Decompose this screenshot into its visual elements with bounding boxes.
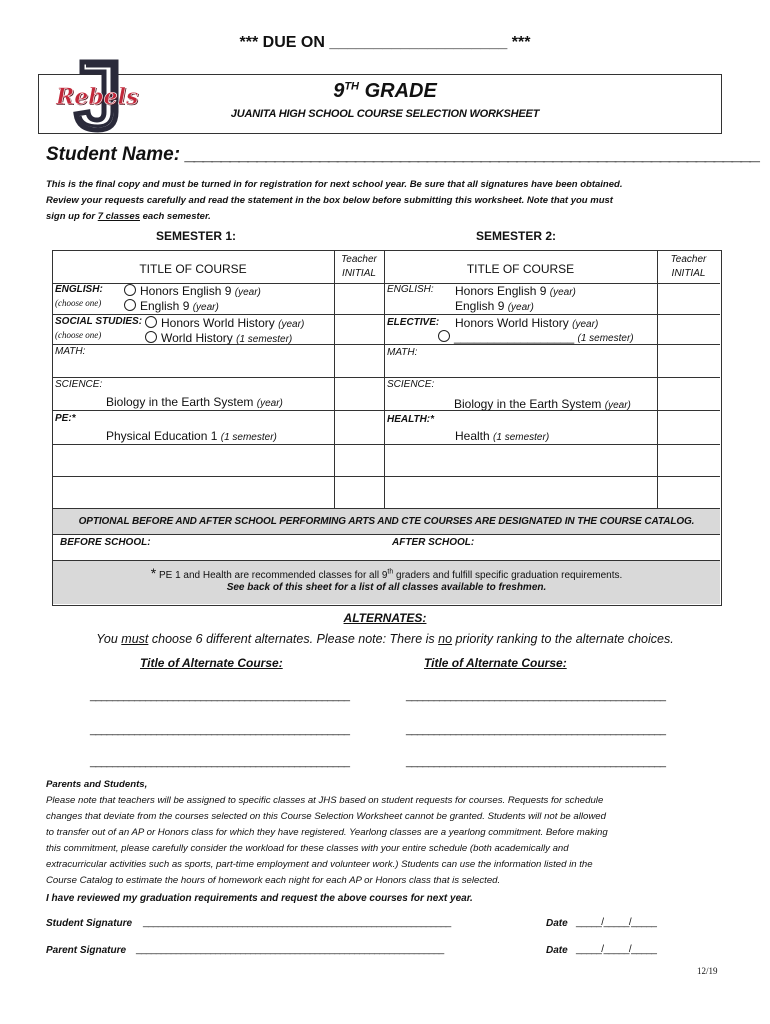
semester-2-heading: SEMESTER 2: — [476, 229, 557, 243]
sem2-honors-world-history — [455, 316, 598, 330]
parents-line-3: to transfer out of an AP or Honors class for which they have registered. Yearlong classes are a yearlong commitment. Before making — [46, 827, 608, 838]
parents-paragraph — [46, 777, 608, 889]
sem2-science-label: SCIENCE: — [387, 379, 435, 390]
sem2-health-label: HEALTH:* — [387, 414, 435, 425]
sem2-health-note: (1 semester) — [493, 432, 550, 443]
sem2-math-label: MATH: — [387, 347, 418, 358]
sem1-eng-opt2-label: English 9 — [140, 299, 190, 313]
sem1-pe-label: PE:* — [55, 413, 76, 424]
sem1-honors-english-option[interactable] — [124, 284, 261, 298]
sem1-ss-opt1-label: Honors World History — [161, 316, 275, 330]
parents-line-4: this commitment, please carefully consider the workload for these classes with your entire schedule (both academically and — [46, 843, 569, 854]
student-name-label: Student Name: — [46, 144, 181, 165]
alternate-input-4[interactable]: _______________________________________________ — [406, 724, 666, 736]
note-l1-sup: th — [387, 568, 394, 576]
student-signature-label: Student Signature — [46, 918, 133, 929]
sem2-eng-opt1-note: (year) — [549, 287, 576, 298]
sem1-eng-opt2-note: (year) — [192, 302, 219, 313]
parent-date-label: Date — [546, 945, 568, 956]
parents-line-1: Please note that teachers will be assigned to specific classes at JHS based on student requests for courses. Requests for schedule — [46, 795, 604, 806]
student-name-input[interactable]: ________________________________________________________________ — [185, 144, 760, 165]
sem1-col-teacher — [334, 253, 384, 281]
radio-icon[interactable] — [438, 330, 450, 342]
sem1-pe-course-name: Physical Education 1 — [106, 429, 218, 443]
sem2-elective-label: ELECTIVE: — [387, 317, 440, 328]
sem1-pe-course — [106, 429, 277, 443]
sem1-ss-opt2-note: (1 semester) — [236, 334, 293, 345]
student-name-row — [46, 144, 759, 166]
parent-date-input[interactable]: _____/_____/_____ — [576, 944, 657, 955]
semester-1-heading: SEMESTER 1: — [156, 229, 237, 243]
alternate-input-3[interactable]: _______________________________________________ — [90, 724, 350, 736]
due-line: *** DUE ON ____________________ *** — [239, 34, 531, 51]
alternates-col1-heading: Title of Alternate Course: — [140, 656, 283, 670]
intro-l3a: sign up for — [46, 211, 98, 222]
intro-line-3 — [46, 209, 622, 225]
grade-sup: TH — [344, 80, 359, 93]
sem1-eng-opt1-note: (year) — [234, 287, 261, 298]
sem1-math-label: MATH: — [55, 346, 86, 357]
student-date-label: Date — [546, 918, 568, 929]
sem2-teacher-word: Teacher — [670, 254, 707, 265]
sem1-social-label: SOCIAL STUDIES: — [55, 316, 143, 327]
student-date-input[interactable]: _____/_____/_____ — [576, 917, 657, 928]
reviewed-statement: I have reviewed my graduation requirements and request the above courses for next year. — [46, 893, 473, 904]
alternates-col2-heading: Title of Alternate Course: — [424, 656, 567, 670]
sem2-elec-blank-note: (1 semester) — [577, 333, 634, 344]
sem1-science-course — [106, 395, 283, 409]
sem2-elec-opt1-note: (year) — [572, 319, 599, 330]
sem2-health-course — [455, 429, 549, 443]
sem1-ss-opt1-note: (year) — [278, 319, 305, 330]
alternates-heading: ALTERNATES: — [343, 611, 427, 625]
sem1-teacher-word: Teacher — [341, 254, 377, 265]
alt-must: must — [121, 632, 149, 646]
radio-icon[interactable] — [145, 331, 157, 343]
sem2-initial-word: INITIAL — [671, 268, 706, 279]
sem1-col-title: TITLE OF COURSE — [139, 262, 247, 276]
intro-l3c: each semester. — [139, 211, 211, 222]
sem2-english-label: ENGLISH: — [387, 284, 434, 295]
optional-banner: OPTIONAL BEFORE AND AFTER SCHOOL PERFORMING ARTS AND CTE COURSES ARE DESIGNATED IN THE COURSE CATALOG. — [78, 516, 695, 527]
sem1-ss-opt2-label: World History — [161, 331, 233, 345]
sem2-elec-opt1-label: Honors World History — [455, 316, 569, 330]
intro-line-1: This is the final copy and must be turned in for registration for next school year. Be sure that all signatures have been obtained. — [46, 179, 623, 190]
sem2-science-course-name: Biology in the Earth System — [454, 397, 602, 411]
sem1-science-course-name: Biology in the Earth System — [106, 395, 254, 409]
sem2-eng-opt1-label: Honors English 9 — [455, 284, 547, 298]
alt-p3: priority ranking to the alternate choices. — [452, 632, 674, 646]
grade-word: GRADE — [364, 80, 437, 102]
sem2-col-title: TITLE OF COURSE — [466, 262, 575, 276]
note-line-1 — [53, 565, 720, 581]
sem1-science-label: SCIENCE: — [55, 379, 103, 390]
grade-title — [0, 80, 770, 103]
parents-line-2: changes that deviate from the courses selected on this Course Selection Worksheet cannot be granted. Students will not be allowed — [46, 811, 606, 822]
sem1-choose-one-1: (choose one) — [55, 298, 102, 308]
sem1-honors-world-history-option[interactable] — [145, 316, 304, 330]
form-code: 12/19 — [697, 966, 718, 976]
sem2-honors-english — [455, 284, 576, 298]
sem2-english — [455, 299, 534, 313]
radio-icon[interactable] — [145, 316, 157, 328]
intro-seven-classes: 7 classes — [97, 211, 140, 222]
sem1-pe-note: (1 semester) — [220, 432, 277, 443]
sem1-initial-word: INITIAL — [342, 268, 376, 279]
intro-line-2: Review your requests carefully and read the statement in the box below before submitting this worksheet. Note that you must — [46, 195, 613, 206]
parent-signature-input[interactable]: ______________________________________________________________ — [136, 944, 444, 955]
alternate-input-5[interactable]: _______________________________________________ — [90, 756, 350, 768]
sem1-eng-opt1-label: Honors English 9 — [140, 284, 232, 298]
parents-heading: Parents and Students, — [46, 779, 148, 790]
alt-no: no — [438, 632, 453, 646]
sem1-science-note: (year) — [256, 398, 283, 409]
parent-signature-label: Parent Signature — [46, 945, 127, 956]
note-l1b: graders and fulfill specific graduation requirements. — [393, 570, 623, 581]
sem2-health-course-name: Health — [455, 429, 490, 443]
before-school-label: BEFORE SCHOOL: — [60, 537, 151, 548]
alternate-input-6[interactable]: _______________________________________________ — [406, 756, 666, 768]
sem1-choose-one-2: (choose one) — [55, 330, 102, 340]
after-school-label: AFTER SCHOOL: — [392, 537, 475, 548]
parents-line-5: extracurricular activities such as sports, part-time employment and volunteer work.) Students can use the information listed in the — [46, 859, 593, 870]
grade-number: 9 — [333, 80, 345, 102]
sem1-world-history-option[interactable] — [145, 331, 292, 345]
radio-icon[interactable] — [124, 284, 136, 296]
logo-text: Rebels — [56, 84, 139, 110]
alt-p2: choose 6 different alternates. Please note: There is — [148, 632, 439, 646]
sem2-science-course — [454, 397, 631, 411]
alternate-input-2[interactable]: _______________________________________________ — [406, 690, 666, 702]
sem1-english-option[interactable] — [124, 299, 219, 313]
sem2-elective-blank-input[interactable]: __________________ — [454, 330, 575, 344]
alternates-instructions — [0, 632, 770, 646]
note-line-2: See back of this sheet for a list of all classes available to freshmen. — [226, 582, 547, 593]
student-signature-input[interactable]: ______________________________________________________________ — [143, 917, 451, 928]
worksheet-subtitle: JUANITA HIGH SCHOOL COURSE SELECTION WORKSHEET — [230, 108, 540, 120]
parents-line-6: Course Catalog to estimate the hours of homework each night for each AP or Honors class that is selected. — [46, 875, 501, 886]
sem1-english-label: ENGLISH: — [55, 284, 103, 295]
note-l1a: PE 1 and Health are recommended classes for all 9 — [156, 570, 388, 581]
sem2-eng-opt2-label: English 9 — [455, 299, 505, 313]
sem2-science-note: (year) — [604, 400, 631, 411]
sem2-elective-other-option[interactable] — [438, 330, 634, 344]
sem2-eng-opt2-note: (year) — [507, 302, 534, 313]
alternate-input-1[interactable]: _______________________________________________ — [90, 690, 350, 702]
intro-text — [46, 177, 622, 225]
note-star: * — [150, 565, 157, 581]
radio-icon[interactable] — [124, 299, 136, 311]
sem2-col-teacher — [657, 253, 720, 281]
alt-p1: You — [96, 632, 122, 646]
